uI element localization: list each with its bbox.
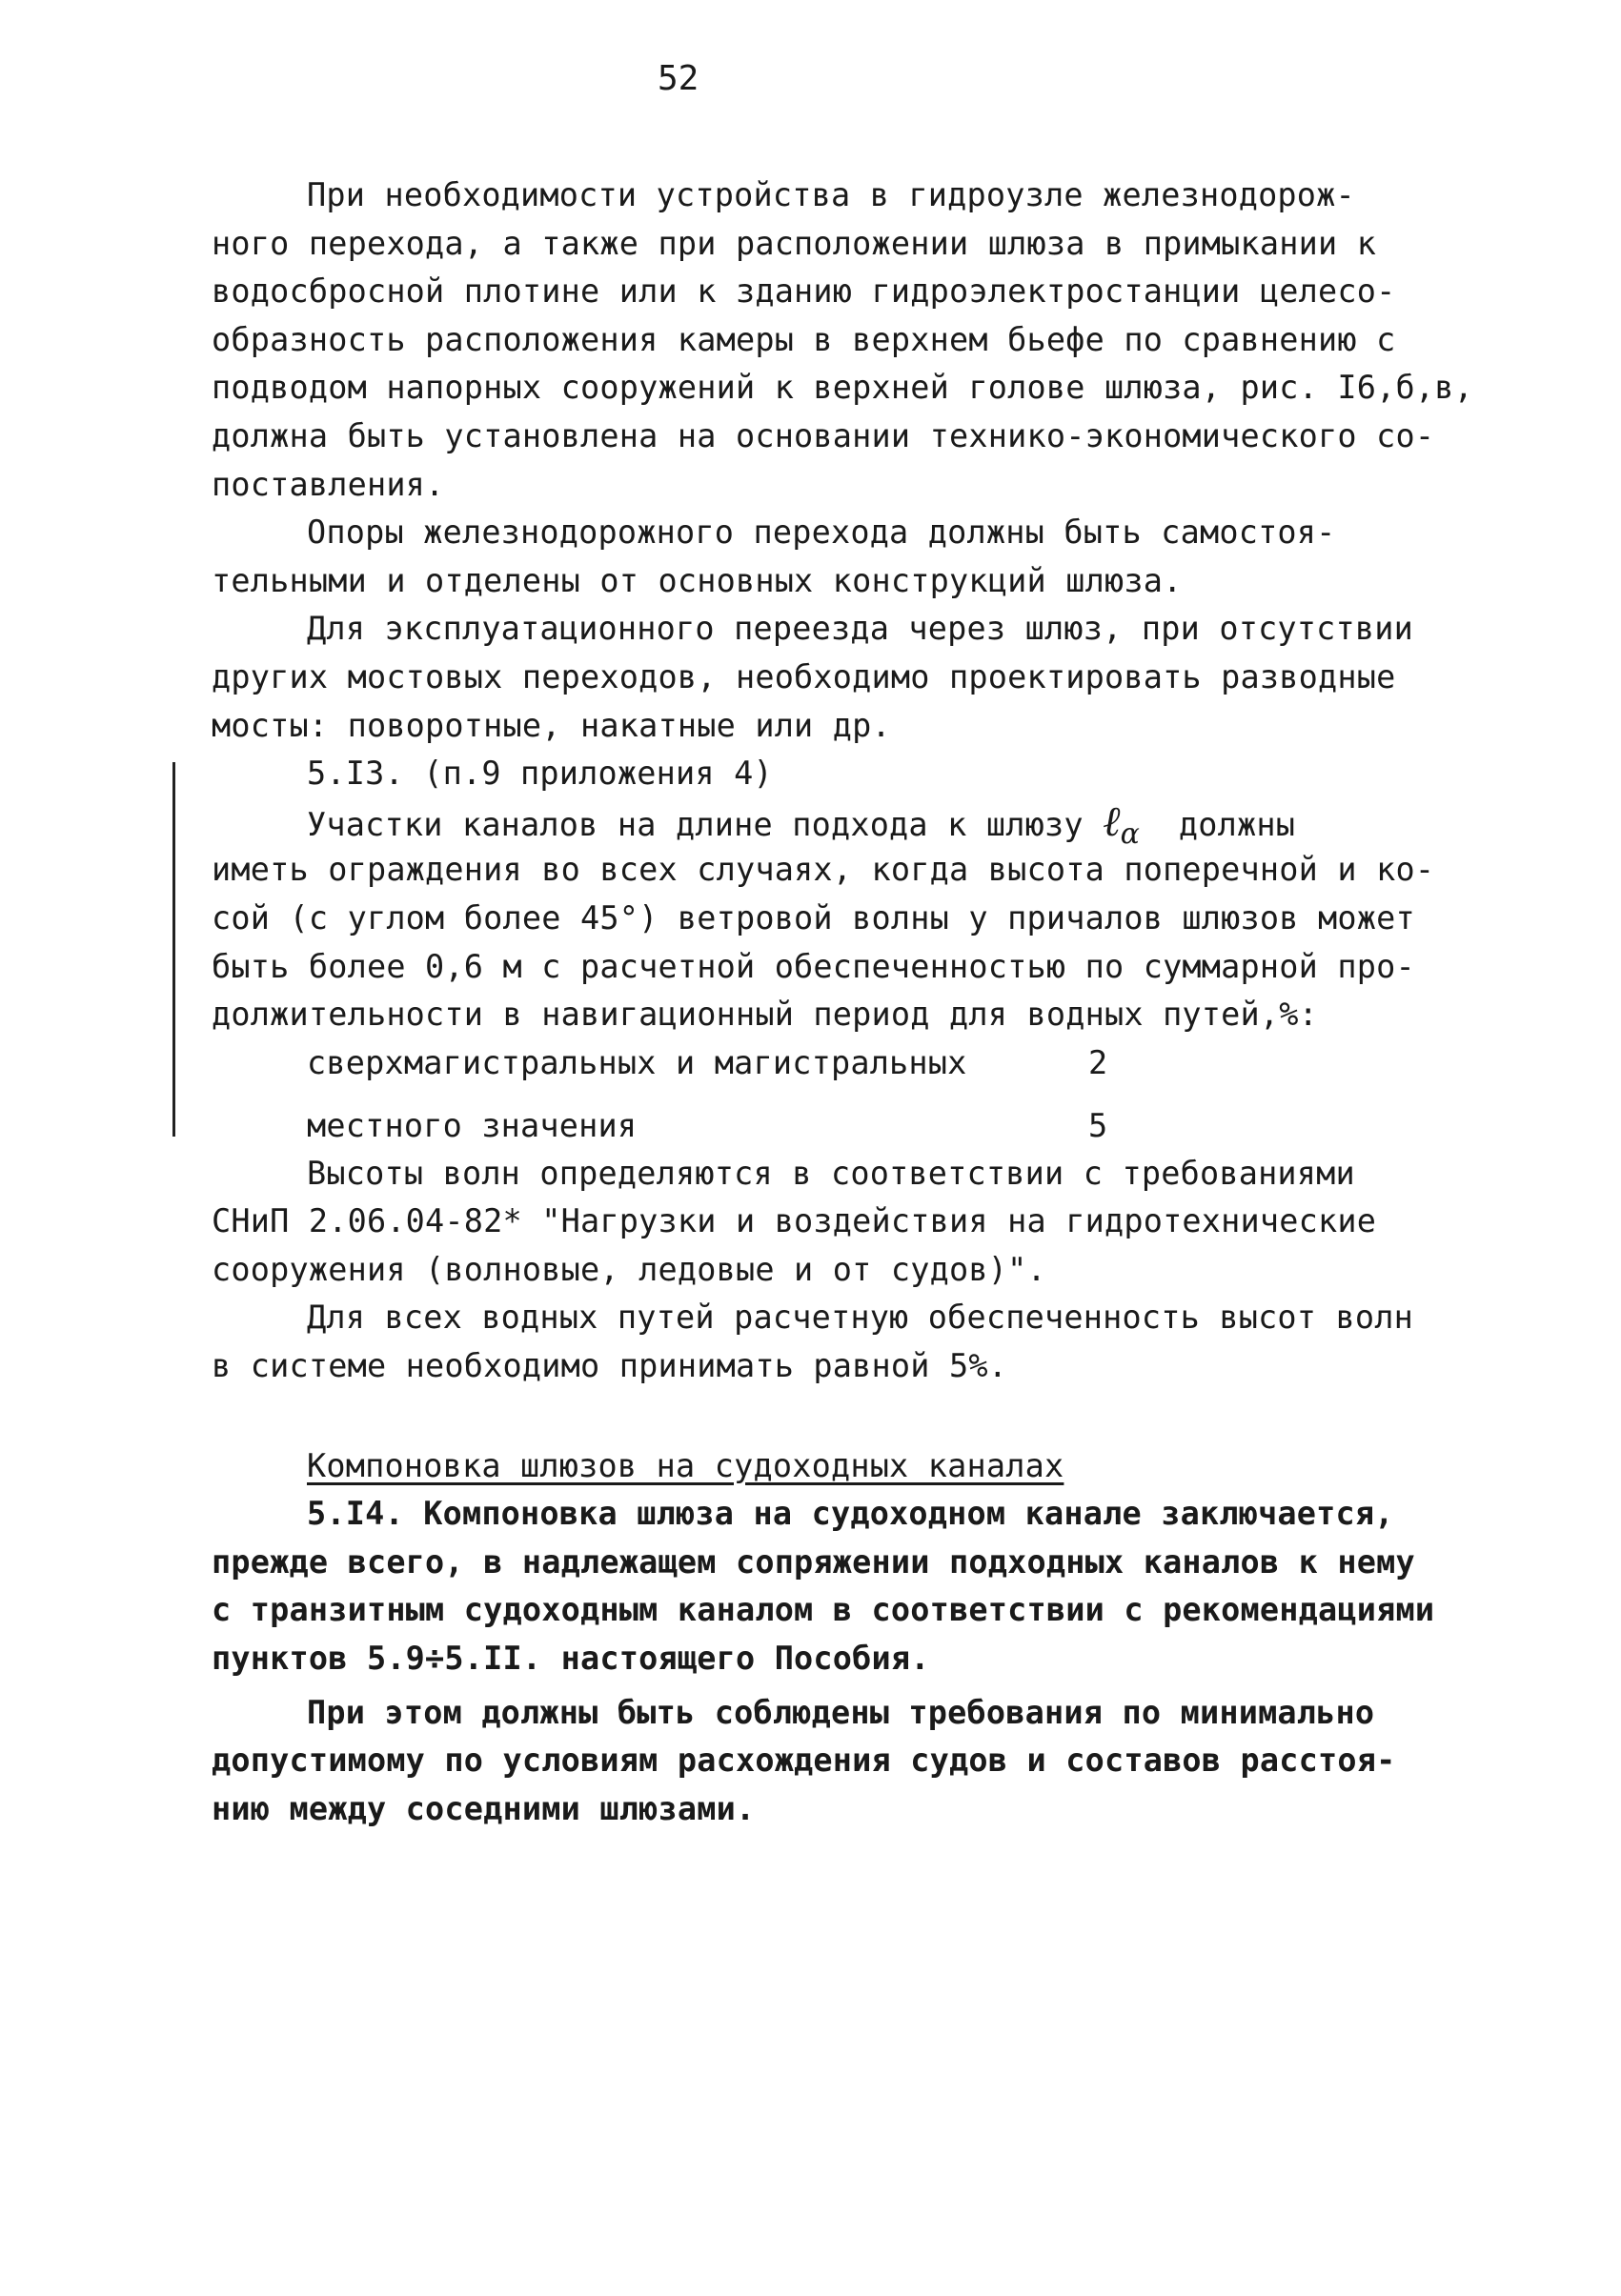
text-line: должна быть установлена на основании технико-экономического со- — [212, 416, 1435, 454]
text-line: иметь ограждения во всех случаях, когда высота поперечной и ко- — [212, 851, 1435, 889]
text-line: других мостовых переходов, необходимо проектировать разводные — [212, 657, 1396, 695]
text-line: в системе необходимо принимать равной 5%. — [212, 1347, 1008, 1385]
list-item — [212, 1102, 1441, 1150]
paragraph-lock-spacing — [212, 1689, 1441, 1834]
text-line: сой (с углом более 45°) ветровой волны у причалов шлюзов может — [212, 898, 1415, 937]
text-fragment: Участки каналов на длине подхода к шлюзу — [307, 805, 1104, 843]
clause-5-14 — [212, 1490, 1441, 1682]
text-line: допустимому по условиям расхождения судов и составов расстоя- — [212, 1742, 1396, 1780]
section-heading: Компоновка шлюзов на судоходных каналах — [307, 1446, 1064, 1484]
revision-margin-bar — [172, 762, 175, 1137]
paragraph-railway-crossing — [212, 171, 1473, 509]
text-line: образность расположения камеры в верхнем бьефе по сравнению с — [212, 320, 1396, 358]
text-line: Для эксплуатационного переезда через шлюз, при отсутствии — [307, 610, 1414, 648]
text-line: При этом должны быть соблюдены требования по минимально — [307, 1693, 1375, 1731]
text-line: СНиП 2.06.04-82* "Нагрузки и воздействия на гидротехнические — [212, 1202, 1377, 1240]
text-line: подводом напорных сооружений к верхней голове шлюза, рис. I6,б,в, — [212, 369, 1473, 407]
text-line: мосты: поворотные, накатные или др. — [212, 706, 891, 744]
list-item-label: местного значения — [307, 1106, 638, 1144]
list-item-value: 5 — [1088, 1106, 1108, 1144]
clause-5-13 — [212, 750, 1441, 1150]
text-line: прежде всего, в надлежащем сопряжении подходных каналов к нему — [212, 1542, 1415, 1581]
text-line: 5.I4. Компоновка шлюза на судоходном канале заключается, — [307, 1495, 1394, 1533]
text-line: поставления. — [212, 465, 445, 503]
text-line: Для всех водных путей расчетную обеспеченность высот волн — [307, 1299, 1414, 1337]
text-line: нию между соседними шлюзами. — [212, 1789, 756, 1827]
text-line: пунктов 5.9÷5.II. настоящего Пособия. — [212, 1640, 930, 1678]
text-line: с транзитным судоходным каналом в соответствии с рекомендациями — [212, 1591, 1435, 1629]
text-line: Опоры железнодорожного перехода должны быть самостоя- — [307, 514, 1336, 552]
list-item-value: 2 — [1088, 1043, 1108, 1081]
text-line: Высоты волн определяются в соответствии с требованиями — [307, 1154, 1355, 1192]
clause-title: 5.I3. (п.9 приложения 4) — [307, 755, 773, 793]
spacer — [212, 1391, 1441, 1442]
text-line: сооружения (волновые, ледовые и от судов)". — [212, 1250, 1046, 1288]
text-line: водосбросной плотине или к зданию гидроэлектростанции целесо- — [212, 272, 1396, 311]
text-line: ного перехода, а также при расположении шлюза в примыкании к — [212, 224, 1377, 262]
paragraph-movable-bridges — [212, 605, 1441, 750]
paragraph-bridge-supports — [212, 509, 1441, 605]
paragraph-wave-heights — [212, 1150, 1441, 1295]
text-line: должительности в навигационный период для водных путей,%: — [212, 996, 1319, 1034]
formula-symbol: ℓ — [1103, 796, 1121, 846]
text-line: При необходимости устройства в гидроузле железнодорож- — [307, 176, 1355, 213]
paragraph-design-probability — [212, 1294, 1441, 1390]
text-line: быть более 0,6 м с расчетной обеспеченностью по суммарной про- — [212, 947, 1415, 985]
list-item — [212, 1039, 1441, 1102]
list-item-label: сверхмагистральных и магистральных — [307, 1043, 967, 1081]
page-number: 52 — [658, 59, 699, 98]
text-fragment: должны — [1140, 805, 1296, 843]
text-line: тельными и отделены от основных конструкций шлюза. — [212, 561, 1183, 599]
clause-first-line — [212, 796, 1441, 851]
body-text — [212, 171, 1473, 1833]
formula-subscript: α — [1120, 816, 1141, 851]
